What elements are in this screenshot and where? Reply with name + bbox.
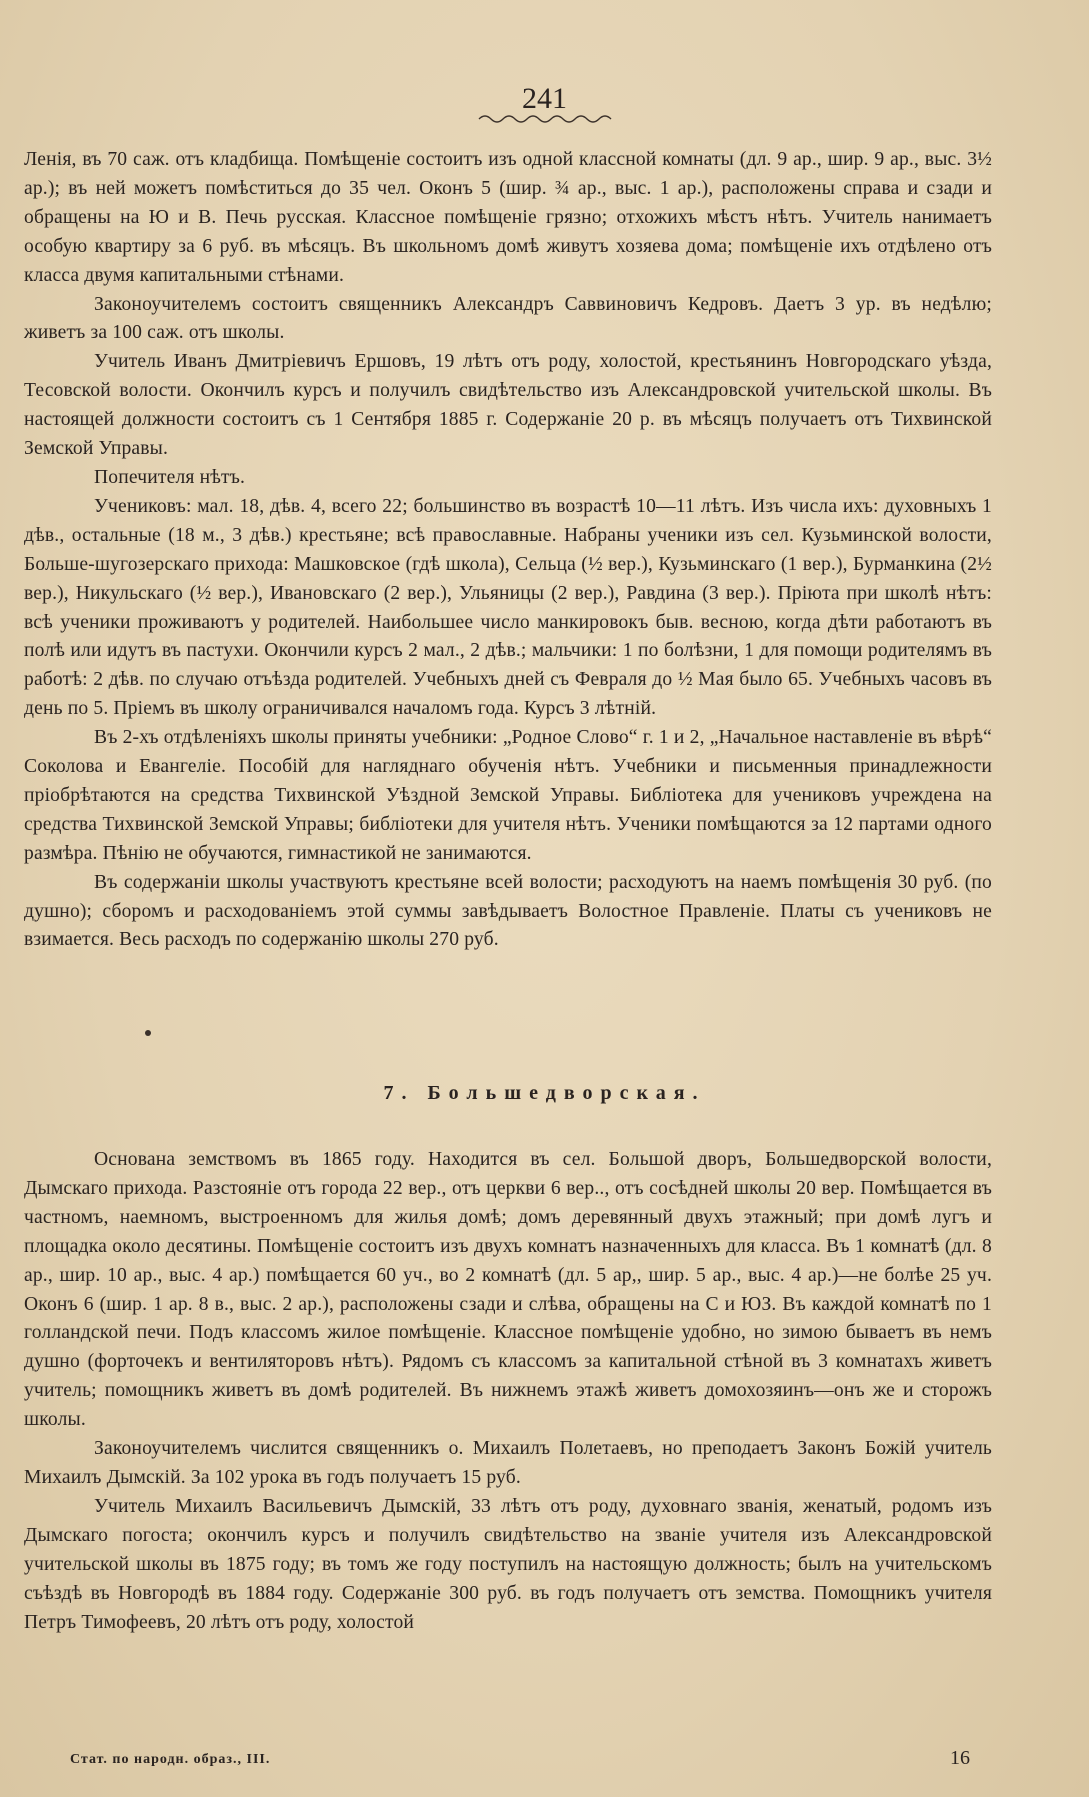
section-2-text: [24, 1146, 992, 1637]
footer-signature: Стат. по народн. образ., III.: [70, 1752, 271, 1767]
section-1-text: [24, 146, 992, 955]
paragraph: Въ содержаніи школы участвуютъ крестьяне всей волости; расходуютъ на наемъ помѣщенія 30 руб. (по душно); сборомъ и расходованіемъ этой суммы завѣдываетъ Волостное Правленіе. Платы съ учениковъ не взимается. Весь расходъ по содержанію школы 270 руб.: [24, 871, 992, 951]
paragraph: Основана земствомъ въ 1865 году. Находится въ сел. Большой дворъ, Большедворской волости, Дымскаго прихода. Разстояніе отъ города 22 вер., отъ церкви 6 вер.., отъ сосѣдней школы 20 вер. Помѣщается въ частномъ, наемномъ, выстроенномъ для жилья домѣ; домъ деревянный двухъ этажный; при домѣ лугъ и площадка около десятины. Помѣщеніе состоитъ изъ двухъ комнатъ назначенныхъ для класса. Въ 1 комнатѣ (дл. 8 ар., шир. 10 ар., выс. 4 ар.) помѣщается 60 уч., во 2 комнатѣ (дл. 5 ар,, шир. 5 ар., выс. 4 ар.)—не болѣе 25 уч. Оконъ 6 (шир. 1 ар. 8 в., выс. 2 ар.), расположены сзади и слѣва, обращены на С и ЮЗ. Въ каждой комнатѣ по 1 голландской печи. Подъ классомъ жилое помѣщеніе. Классное помѣщеніе удобно, но зимою бываетъ въ немъ душно (форточекъ и вентиляторовъ нѣтъ). Рядомъ съ классомъ за капитальной стѣной въ 3 комнатахъ живетъ учитель; помощникъ живетъ въ домѣ родителей. Въ нижнемъ этажѣ живетъ домохозяинъ—онъ же и сторожъ школы.: [24, 1149, 992, 1431]
paragraph: Учитель Михаилъ Васильевичъ Дымскій, 33 лѣтъ отъ роду, духовнаго званія, женатый, родомъ изъ Дымскаго погоста; окончилъ курсъ и получилъ свидѣтельство на званіе учителя изъ Александровской учительской школы въ 1875 году; въ томъ же году поступилъ на настоящую должность; былъ на учительскомъ съѣздѣ въ Новгородѣ въ 1884 году. Содержаніе 300 руб. въ годъ получаетъ отъ земства. Помощникъ учителя Петръ Тимофеевъ, 20 лѣтъ отъ роду, холостой: [24, 1495, 992, 1633]
paragraph: Въ 2-хъ отдѣленіяхъ школы приняты учебники: „Родное Слово“ г. 1 и 2, „Начальное наставленіе въ вѣрѣ“ Соколова и Евангеліе. Пособій для нагляднаго обученія нѣтъ. Учебники и письменныя принадлежности пріобрѣтаются на средства Тихвинской Уѣздной Земской Управы. Библіотека для учениковъ учреждена на средства Тихвинской Земской Управы; библіотеки для учителя нѣтъ. Ученики помѣщаются за 12 партами одного размѣра. Пѣнію не обучаются, гимнастикой не занимаются.: [24, 727, 992, 864]
paragraph: Учитель Иванъ Дмитріевичъ Ершовъ, 19 лѣтъ отъ роду, холостой, крестьянинъ Новгородскаго уѣзда, Тесовской волости. Окончилъ курсъ и получилъ свидѣтельство изъ Александровской учительской школы. Въ настоящей должности состоитъ съ 1 Сентября 1885 г. Содержаніе 20 р. въ мѣсяцъ получаетъ отъ Тихвинской Земской Управы.: [24, 351, 992, 460]
page-number: 241: [522, 82, 567, 115]
paragraph: Попечителя нѣтъ.: [94, 466, 246, 488]
decorative-flourish: [0, 112, 1089, 131]
paragraph: Законоучителемъ состоитъ священникъ Александръ Саввиновичъ Кедровъ. Даетъ 3 ур. въ недѣлю; живетъ за 100 саж. отъ школы.: [24, 293, 992, 344]
ink-dot: [145, 1030, 151, 1036]
paragraph: Учениковъ: мал. 18, дѣв. 4, всего 22; большинство въ возрастѣ 10—11 лѣтъ. Изъ числа ихъ: духовныхъ 1 дѣв., остальные (18 м., 3 дѣв.) крестьяне; всѣ православные. Набраны ученики изъ сел. Кузьминской волости, Больше-шугозерскаго прихода: Машковское (гдѣ школа), Сельца (½ вер.), Кузьминскаго (1 вер.), Бурманкина (2½ вер.), Никульскаго (½ вер.), Ивановскаго (2 вер.), Ульяницы (2 вер.), Равдина (3 вер.). Пріюта при школѣ нѣтъ: всѣ ученики проживаютъ у родителей. Наибольшее число манкировокъ быв. весною, когда дѣти работаютъ въ полѣ или идутъ въ пастухи. Окончили курсъ 2 мал., 2 дѣв.; мальчики: 1 по болѣзни, 1 для помощи родителямъ въ работѣ: 2 дѣв. по случаю отъѣзда родителей. Учебныхъ дней съ Февраля до ½ Мая было 65. Учебныхъ часовъ въ день по 5. Пріемъ въ школу ограничивался началомъ года. Курсъ 3 лѣтній.: [24, 495, 992, 720]
paragraph: Законоучителемъ числится священникъ о. Михаилъ Полетаевъ, но преподаетъ Законъ Божій учитель Михаилъ Дымскій. За 102 урока въ годъ получаетъ 15 руб.: [24, 1438, 992, 1488]
paragraph: Ленія, въ 70 саж. отъ кладбища. Помѣщеніе состоитъ изъ одной классной комнаты (дл. 9 ар., шир. 9 ар., выс. 3½ ар.); въ ней можетъ помѣститься до 35 чел. Оконъ 5 (шир. ¾ ар., выс. 1 ар.), расположены справа и сзади и обращены на Ю и В. Печь русская. Классное помѣщеніе грязно; отхожихъ мѣстъ нѣтъ. Учитель нанимаетъ особую квартиру за 6 руб. въ мѣсяцъ. Въ школьномъ домѣ живутъ хозяева дома; помѣщеніе ихъ отдѣлено отъ класса двумя капитальными стѣнами.: [24, 149, 992, 286]
section-heading: 7. Большедворская.: [383, 1082, 706, 1104]
sheet-number: 16: [950, 1747, 970, 1769]
